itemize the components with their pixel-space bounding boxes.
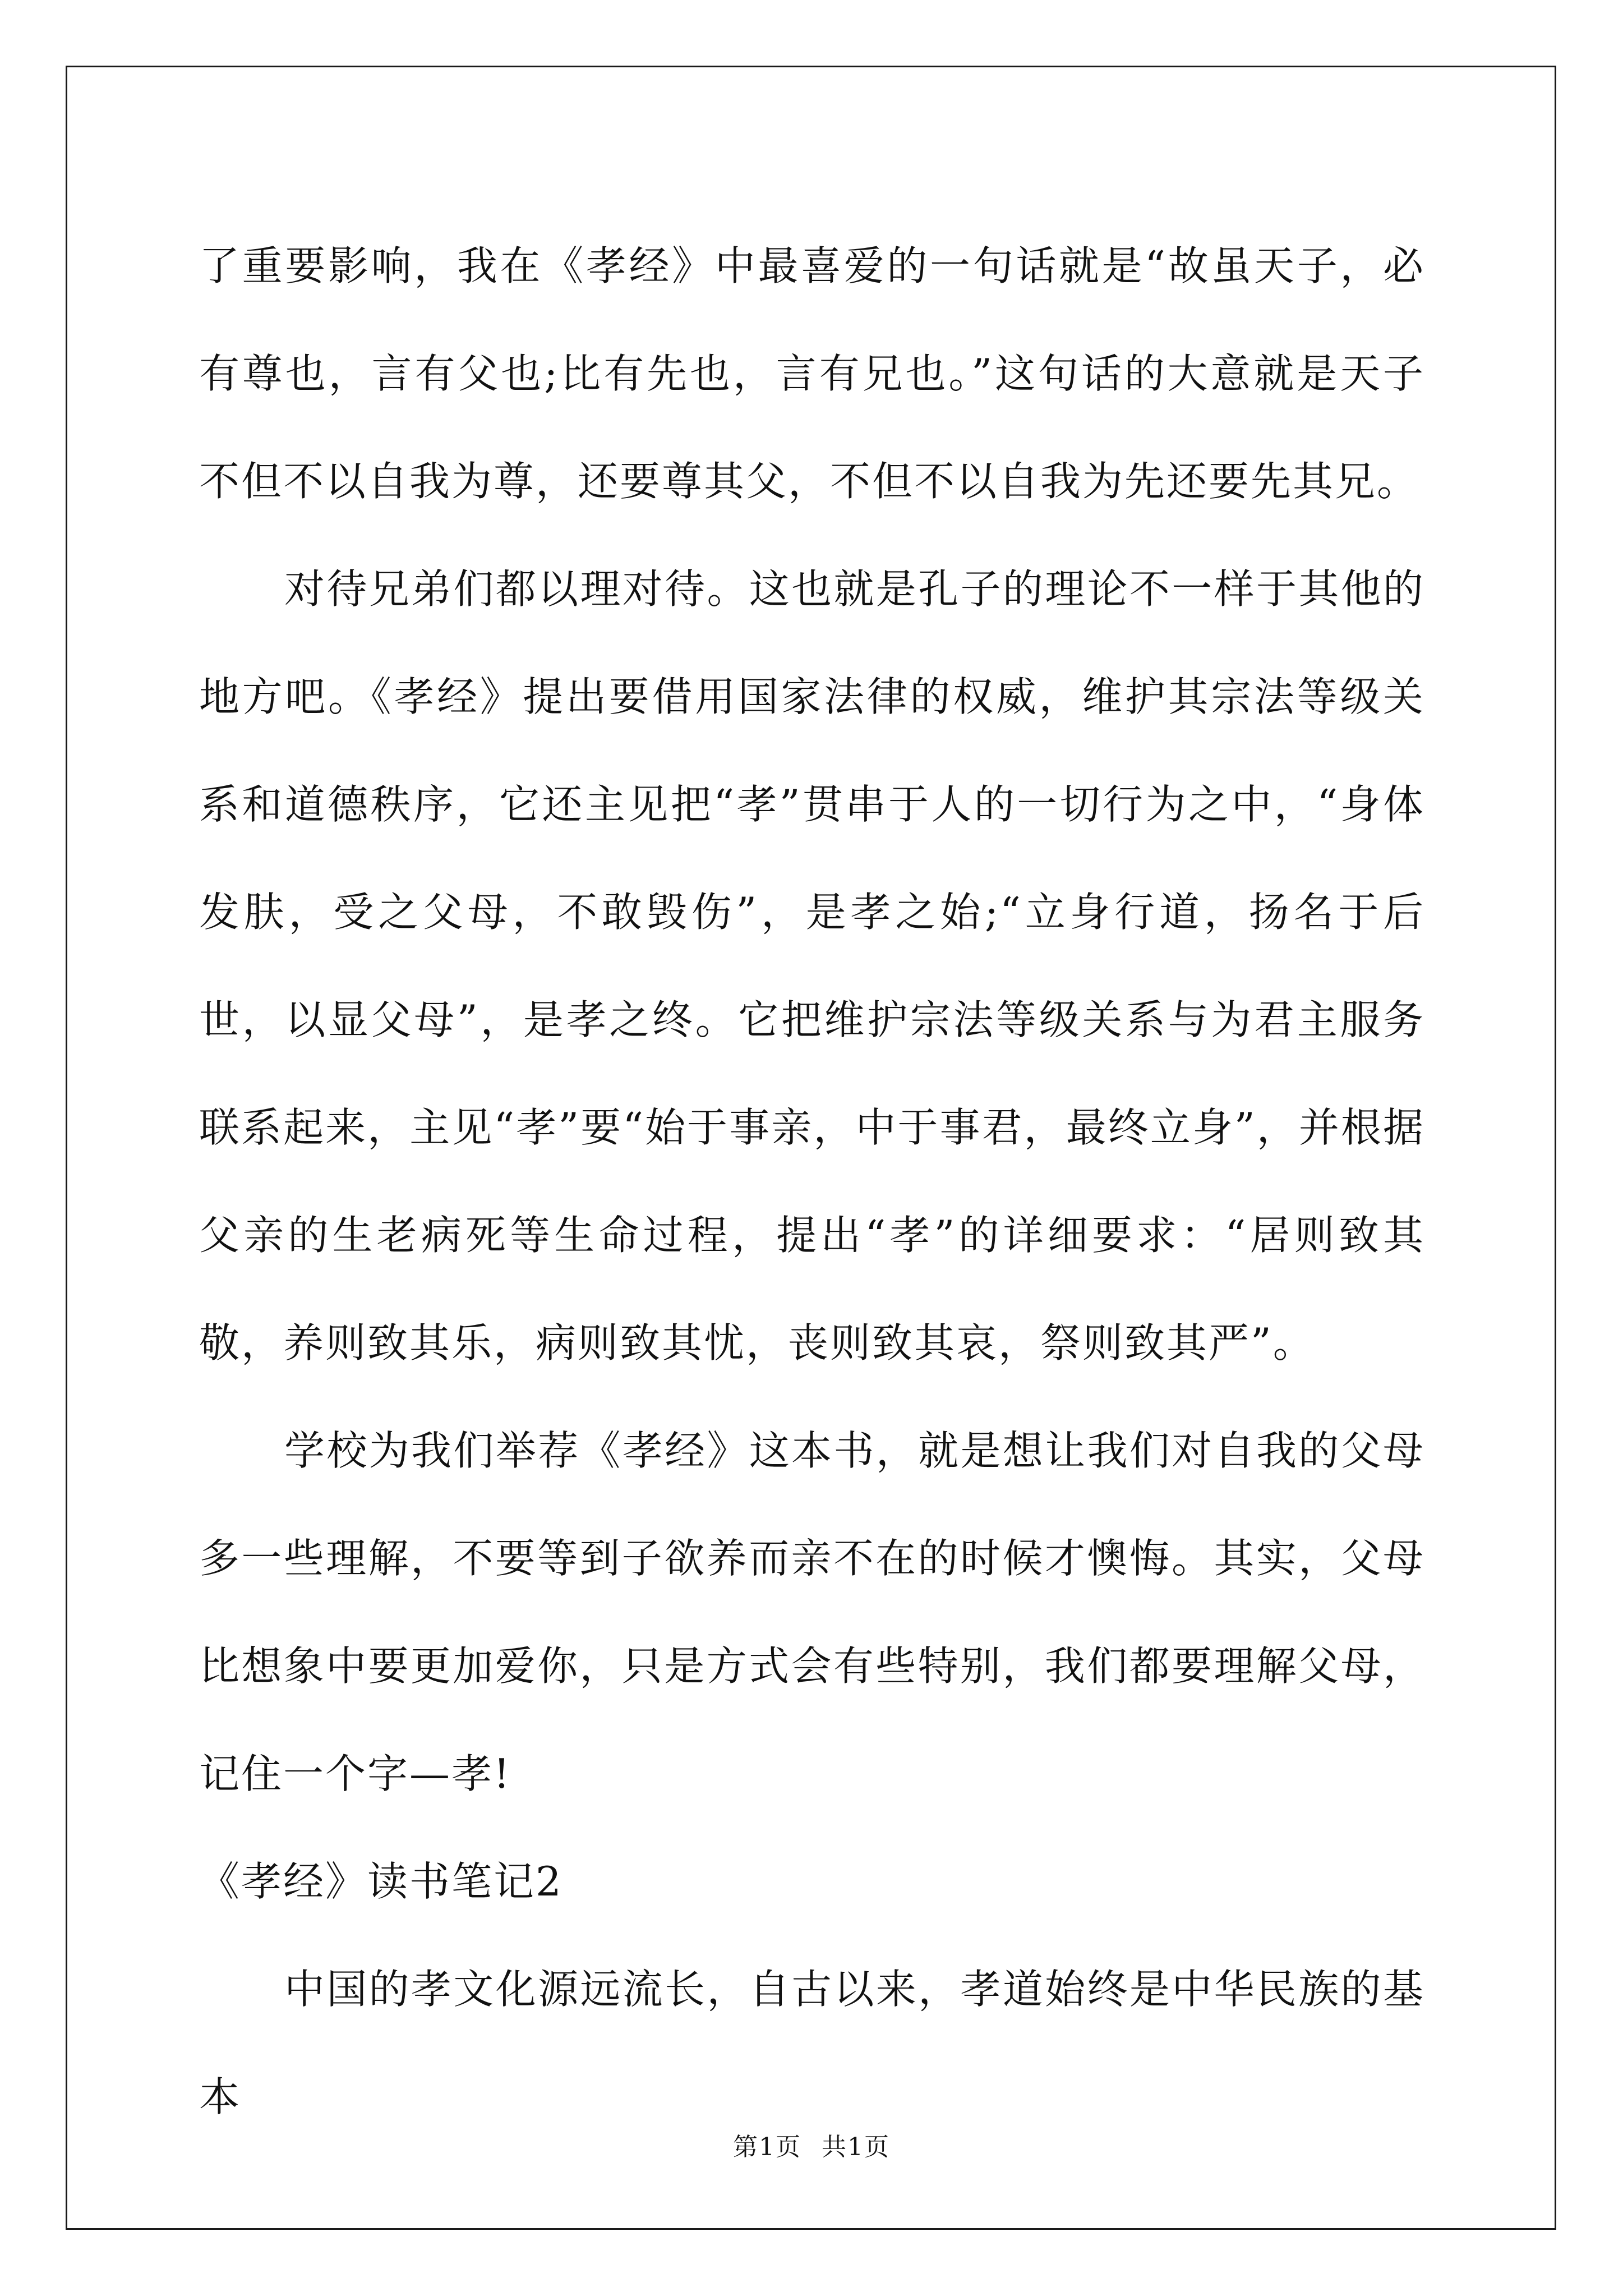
document-body <box>199 212 1425 2151</box>
section-heading: 《孝经》读书笔记2 <box>199 1858 563 1905</box>
paragraph-4: 中国的孝文化源远流长，自古以来，孝道始终是中华民族的基本 <box>199 1966 1425 2120</box>
paragraph-1: 了重要影响，我在《孝经》中最喜爱的一句话就是“故虽天子，必有尊也，言有父也;比有先也，言有兄也。”这句话的大意就是天子不但不以自我为尊，还要尊其父，不但不以自我为先还要先其兄。 <box>199 242 1425 505</box>
page-footer <box>0 2131 1623 2164</box>
page-total: 共1页 <box>822 2133 890 2161</box>
page-number: 第1页 <box>733 2133 801 2161</box>
paragraph-3: 学校为我们举荐《孝经》这本书，就是想让我们对自我的父母多一些理解，不要等到子欲养而亲不在的时候才懊悔。其实，父母比想象中要更加爱你，只是方式会有些特别，我们都要理解父母，记住一个字—孝! <box>199 1427 1425 1797</box>
paragraph-2: 对待兄弟们都以理对待。这也就是孔子的理论不一样于其他的地方吧。《孝经》提出要借用国家法律的权威，维护其宗法等级关系和道德秩序，它还主见把“孝”贯串于人的一切行为之中，“身体发肤，受之父母，不敢毁伤”，是孝之始;“立身行道，扬名于后世，以显父母”，是孝之终。它把维护宗法等级关系与为君主服务联系起来，主见“孝”要“始于事亲，中于事君，最终立身”，并根据父亲的生老病死等生命过程，提出“孝”的详细要求：“居则致其敬，养则致其乐，病则致其忧，丧则致其哀，祭则致其严”。 <box>199 565 1425 1366</box>
